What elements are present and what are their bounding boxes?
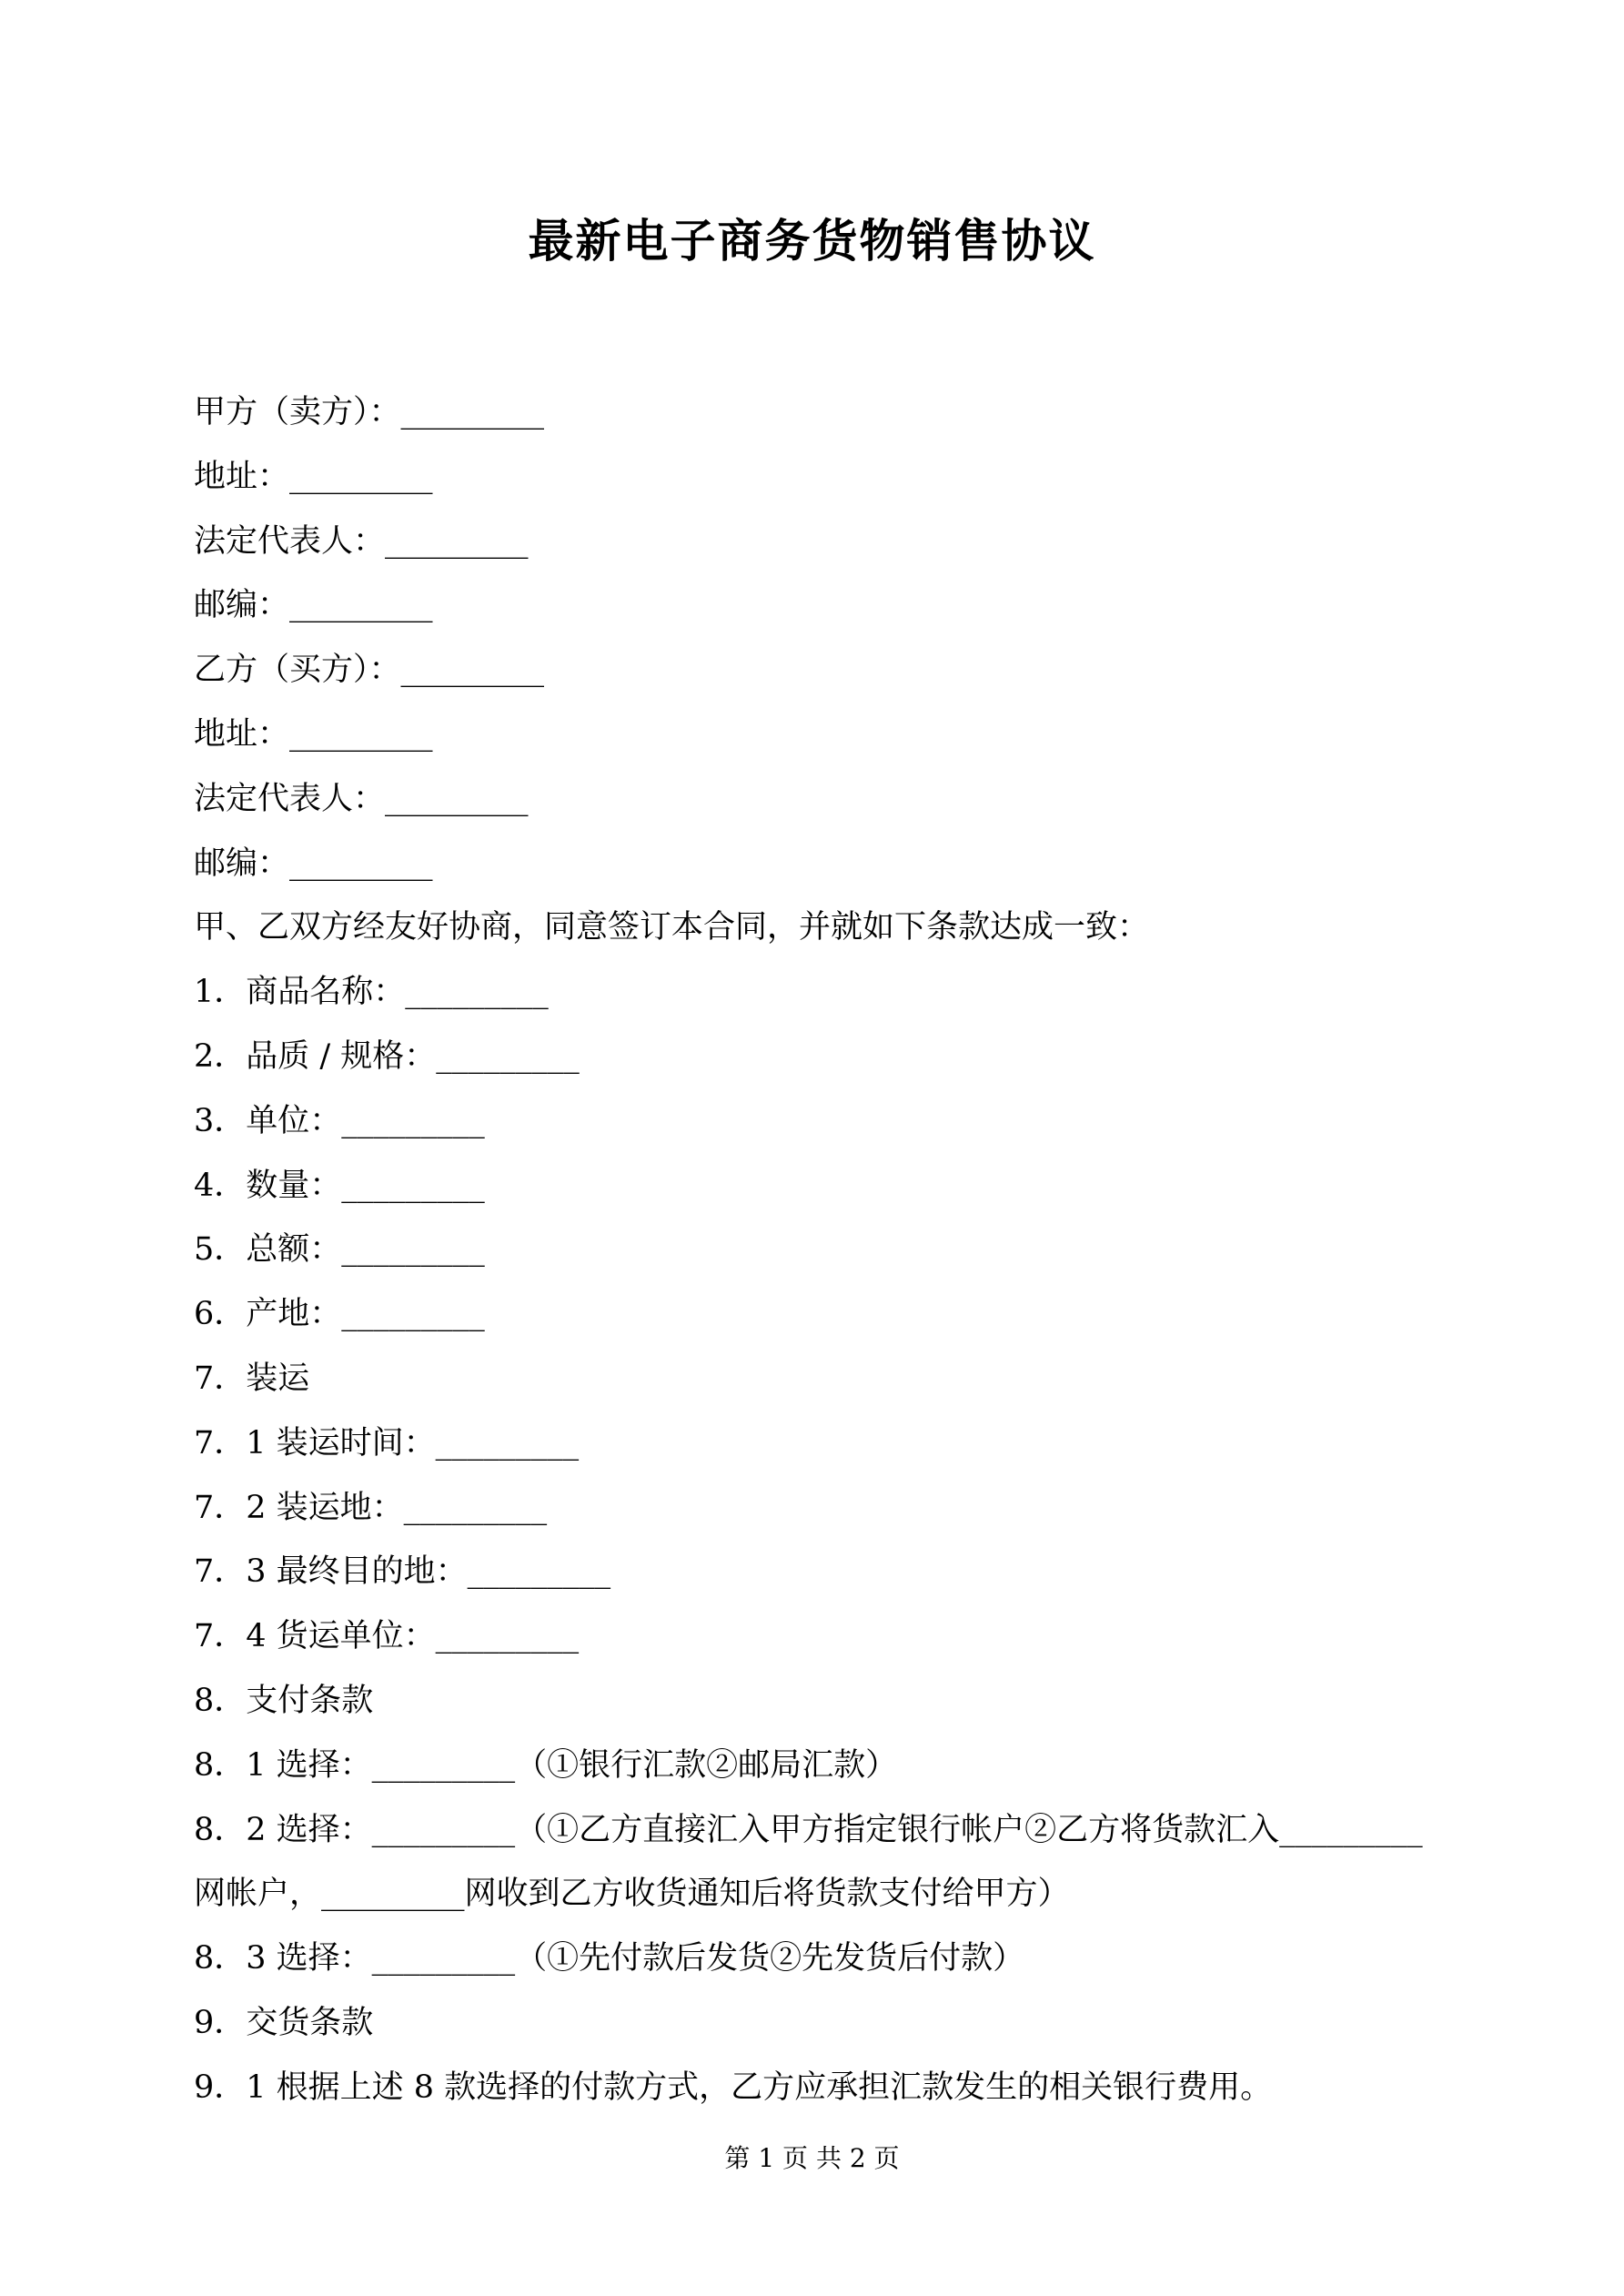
clause-quality-spec: 2．品质 / 规格：_________ <box>194 1037 580 1075</box>
party-a-representative-line: 法定代表人：_________ <box>194 522 529 560</box>
party-a-line: 甲方（卖方）：_________ <box>194 394 545 430</box>
clause-delivery-heading: 9．交货条款 <box>194 2004 374 2041</box>
party-a-address-line: 地址：_________ <box>194 458 433 495</box>
clause-shipping-time: 7．1 装运时间：_________ <box>194 1424 580 1462</box>
document-body <box>194 380 1468 2120</box>
clause-delivery-9-1: 9．1 根据上述 8 款选择的付款方式，乙方应承担汇款发生的相关银行费用。 <box>194 2068 1273 2106</box>
page-number-footer: 第 1 页 共 2 页 <box>724 2143 900 2173</box>
party-b-postcode-line: 邮编：_________ <box>194 845 433 882</box>
clause-carrier: 7．4 货运单位：_________ <box>194 1618 580 1655</box>
clause-payment-heading: 8．支付条款 <box>194 1682 374 1719</box>
clause-origin: 6．产地：_________ <box>194 1296 485 1333</box>
clause-shipping-place: 7．2 装运地：_________ <box>194 1489 548 1526</box>
party-a-postcode-line: 邮编：_________ <box>194 587 433 624</box>
party-b-address-line: 地址：_________ <box>194 715 433 753</box>
clause-payment-8-3: 8．3 选择：_________（①先付款后发货②先发货后付款） <box>194 1940 1025 1977</box>
clause-total: 5．总额：_________ <box>194 1231 485 1269</box>
clause-shipping-heading: 7．装运 <box>194 1360 310 1397</box>
clause-unit: 3．单位：_________ <box>194 1102 485 1139</box>
clause-final-destination: 7．3 最终目的地：_________ <box>194 1553 611 1591</box>
document-title: 最新电子商务货物销售协议 <box>528 214 1096 268</box>
clause-payment-8-2-continued: 网帐户，_________网收到乙方收货通知后将货款支付给甲方） <box>194 1876 1070 1913</box>
agreement-intro-line: 甲、乙双方经友好协商，同意签订本合同，并就如下条款达成一致： <box>194 909 1150 946</box>
party-b-representative-line: 法定代表人：_________ <box>194 780 529 817</box>
clause-quantity: 4．数量：_________ <box>194 1167 485 1204</box>
clause-payment-8-2: 8．2 选择：_________（①乙方直接汇入甲方指定银行帐户②乙方将货款汇入_________ <box>194 1811 1423 1848</box>
clause-payment-8-1: 8．1 选择：_________（①银行汇款②邮局汇款） <box>194 1746 898 1784</box>
clause-product-name: 1．商品名称：_________ <box>194 974 549 1011</box>
party-b-line: 乙方（买方）：_________ <box>194 652 545 689</box>
